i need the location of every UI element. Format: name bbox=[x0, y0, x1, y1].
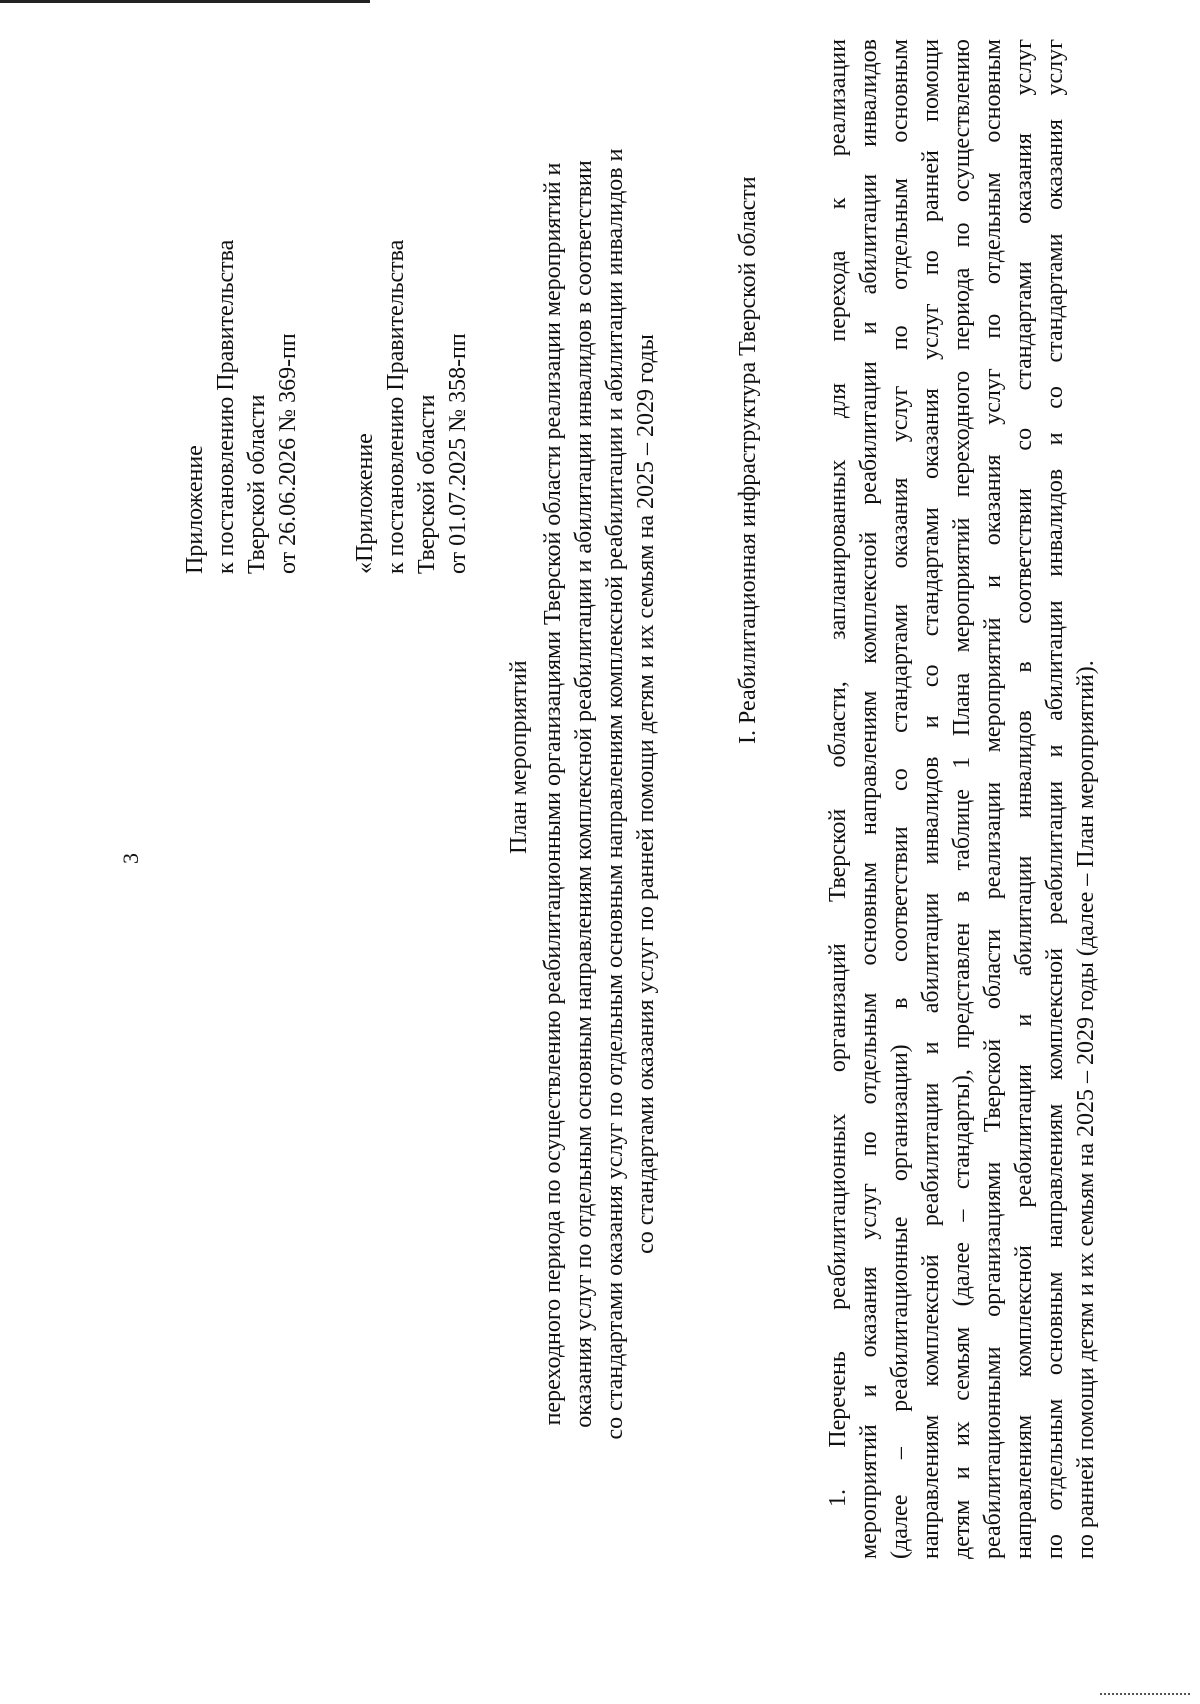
appendix-current-line: Приложение bbox=[182, 445, 208, 574]
paragraph-line: направлениям комплексной реабилитации и абилитации инвалидов и со стандартами оказания услуг по ранней помощи bbox=[918, 39, 944, 1559]
appendix-current-block bbox=[180, 240, 304, 574]
plan-subtitle-line: со стандартами оказания услуг по ранней помощи детям и их семьям на 2025 – 2029 годы bbox=[633, 334, 659, 1254]
plan-subtitle-line: оказания услуг по отдельным основным направлениям комплексной реабилитации и абилитации инвалидов в соответствии bbox=[571, 160, 597, 1428]
paragraph-line: (далее – реабилитационные организации) в соответствии со стандартами оказания услуг по отдельным основным bbox=[887, 39, 913, 1559]
plan-subtitle bbox=[538, 44, 662, 1544]
plan-title: План мероприятий bbox=[506, 660, 532, 854]
page-number: 3 bbox=[118, 853, 143, 864]
appendix-previous-line: Тверской области bbox=[414, 394, 440, 574]
appendix-previous-line: к постановлению Правительства bbox=[383, 239, 409, 574]
appendix-previous-block bbox=[350, 240, 474, 574]
paragraph-line: мероприятий и оказания услуг по отдельным основным направлениям комплексной реабилитации и абилитации инвалидов bbox=[856, 39, 882, 1559]
plan-subtitle-line: переходного периода по осуществлению реабилитационными организациями Тверской области реализации мероприятий и bbox=[540, 162, 566, 1426]
body-paragraph bbox=[823, 39, 1102, 1559]
section-heading: I. Реабилитационная инфраструктура Тверской области bbox=[735, 176, 761, 744]
paragraph-line: направлениям комплексной реабилитации и абилитации инвалидов в соответствии со стандартами оказания услуг bbox=[1011, 39, 1037, 1559]
appendix-current-line: от 26.06.2026 № 369-пп bbox=[275, 333, 301, 574]
paragraph-line: по ранней помощи детям и их семьям на 2025 – 2029 годы (далее – План мероприятий). bbox=[1073, 660, 1099, 1559]
appendix-previous-line: от 01.07.2025 № 358-пп bbox=[445, 333, 471, 574]
paragraph-line: 1. Перечень реабилитационных организаций Тверской области, запланированных для перехода к реализации bbox=[825, 39, 851, 1507]
appendix-previous-line: «Приложение bbox=[352, 433, 378, 574]
plan-subtitle-line: со стандартами оказания услуг по отдельным основным направлениям комплексной реабилитации и абилитации инвалидов и bbox=[602, 148, 628, 1440]
paragraph-line: детям и их семьям (далее – стандарты), представлен в таблице 1 Плана мероприятий переходного периода по осуществлению bbox=[949, 39, 975, 1559]
appendix-current-line: Тверской области bbox=[244, 394, 270, 574]
appendix-current-line: к постановлению Правительства bbox=[213, 239, 239, 574]
paragraph-line: реабилитационными организациями Тверской области реализации мероприятий и оказания услуг по отдельным основным bbox=[980, 39, 1006, 1559]
paragraph-line: по отдельным основным направлениям комплексной реабилитации и абилитации инвалидов и со стандартами оказания услуг bbox=[1042, 39, 1068, 1559]
